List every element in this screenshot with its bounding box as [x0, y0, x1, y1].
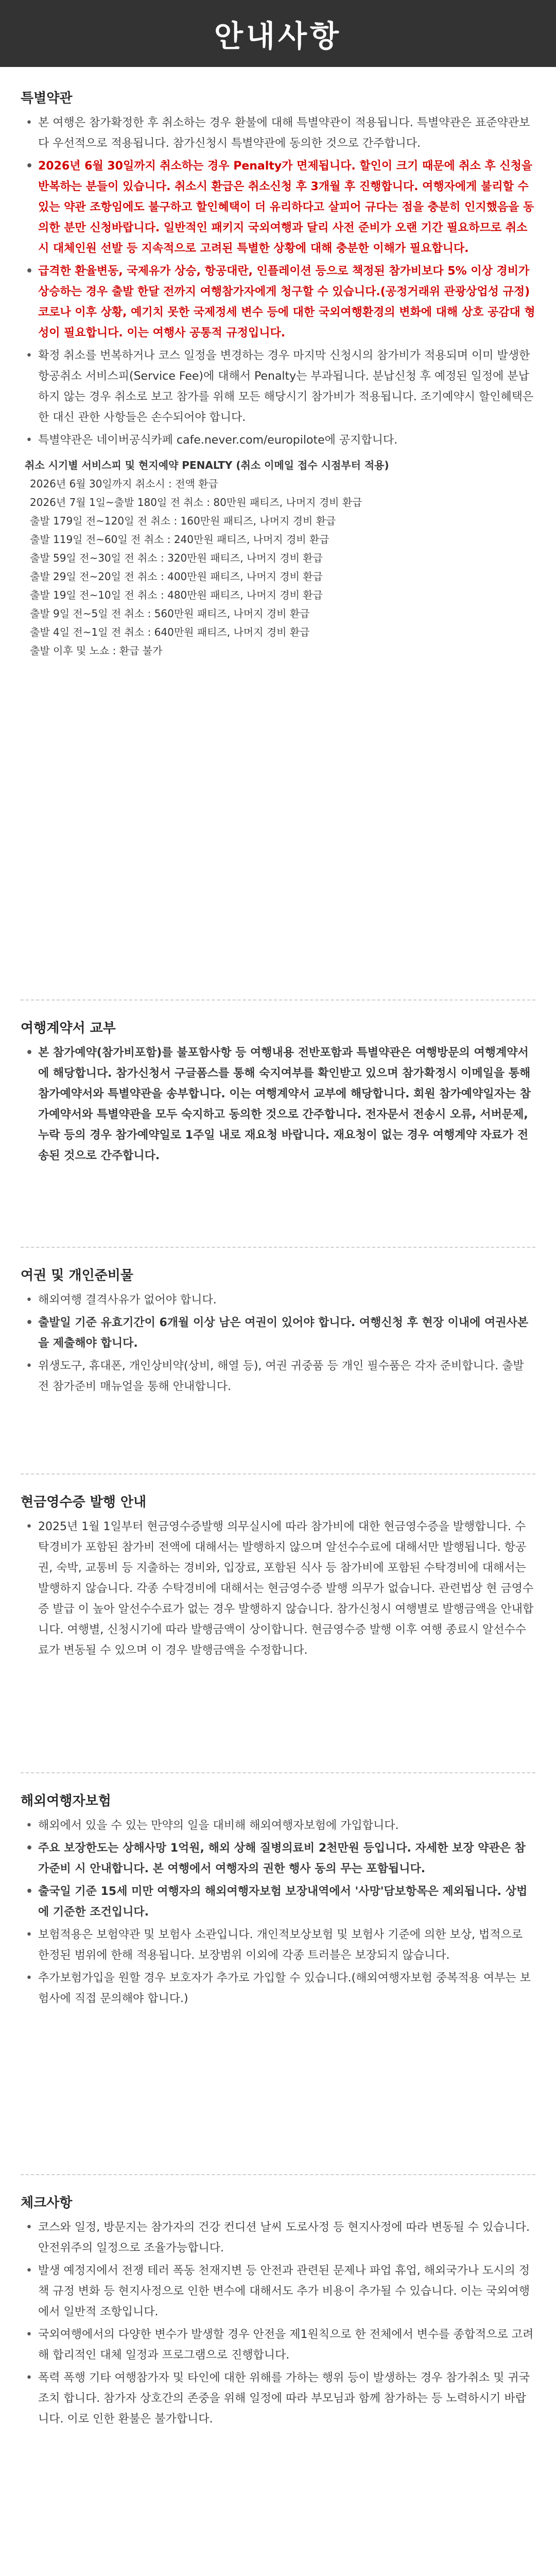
list-item: • 2025년 1월 1일부터 현금영수증발행 의무실시에 따라 참가비에 대한 현금영수증을 발행합니다. 수탁경비가 포함된 참가비 전액에 대해서는 발행하지 않으며 알선수수료에 대해서만 발행됩니다. 항공권, 숙박, 교통비 등 지출하는 경비와, 입장료, 포함된 식사 등 참가비에 포함된 수탁경비에 대해서는 발행하지 않습니다. 각종 수탁경비에 대해서는 현금영수증 발행 의무가 없습니다. 관련법상 현 금영수증 발급 이 높아 알선수수료가 없는 경우 발행하지 않습니다. 참가신청시 여행별로 발행금액을 안내합니다. 여행별, 신청시기에 따라 발행금액이 상이합니다. 현금영수증 발행 이후 여행 종료시 알선수수료가 변동될 수 있으며 이 경우 발행금액을 수정합니다.: [21, 1517, 535, 1661]
penalty-row: 출발 29일 전~20일 전 취소 : 400만원 패티즈, 나머지 경비 환급: [30, 570, 323, 583]
section-passport: [21, 1265, 535, 1399]
penalty-row: 출발 9일 전~5일 전 취소 : 560만원 패티즈, 나머지 경비 환급: [30, 607, 310, 620]
section-check: [21, 2192, 535, 2432]
penalty-row: 출발 179일 전~120일 전 취소 : 160만원 패티즈, 나머지 경비 환급: [30, 515, 336, 527]
penalty-row: 출발 4일 전~1일 전 취소 : 640만원 패티즈, 나머지 경비 환급: [30, 626, 310, 638]
penalty-table: [21, 456, 535, 660]
list-item: • 해외여행 결격사유가 없어야 합니다.: [21, 1290, 535, 1311]
divider: [21, 999, 535, 1001]
list-item: • 코스와 일정, 방문지는 참가자의 건강 컨디션 날씨 도로사정 등 현지사정에 따라 변동될 수 있습니다. 안전위주의 일정으로 조율가능합니다.: [21, 2217, 535, 2259]
penalty-row: 2026년 6월 30일까지 취소시 : 전액 환급: [30, 478, 218, 490]
list-item: • 국외여행에서의 다양한 변수가 발생할 경우 안전을 제1원칙으로 한 전체에서 변수를 종합적으로 고려해 합리적인 대체 일정과 프로그램으로 진행합니다.: [21, 2325, 535, 2366]
section-title: 체크사항: [21, 2195, 73, 2211]
penalty-row: 출발 59일 전~30일 전 취소 : 320만원 패티즈, 나머지 경비 환급: [30, 552, 323, 564]
penalty-table-title: 취소 시기별 서비스피 및 현지예약 PENALTY (취소 이메일 접수 시점부터 적용): [25, 459, 389, 471]
section-title: 특별약관: [21, 91, 73, 106]
special-terms-list: [21, 113, 535, 451]
penalty-row: 2026년 7월 1일~출발 180일 전 취소 : 80만원 패티즈, 나머지 경비 환급: [30, 496, 362, 509]
divider: [21, 2174, 535, 2175]
list-item: • 보험적용은 보험약관 및 보험사 소관입니다. 개인적보상보험 및 보험사 기준에 의한 보상, 법적으로 한정된 범위에 한해 적용됩니다. 보장범위 이외에 각종 트러블은 보장되지 않습니다.: [21, 1925, 535, 1966]
divider: [21, 1473, 535, 1475]
penalty-row: 출발 이후 및 노쇼 : 환급 불가: [30, 645, 163, 657]
list-item: • 2026년 6월 30일까지 취소하는 경우 Penalty가 면제됩니다. 할인이 크기 때문에 취소 후 신청을 반복하는 분들이 있습니다. 취소시 환급은 취소신청 후 3개월 후 진행합니다. 여행자에게 불리할 수 있는 약관 조항임에도 불구하고 할인혜택이 더 유리하다고 살피어 규다는 점을 충분히 인지했음을 동의한 분만 신청바랍니다. 일반적인 패키지 국외여행과 달리 사전 준비가 오랜 기간 필요하므로 취소시 대체인원 선발 등 지속적으로 고려된 특별한 상황에 대해 충분한 이해가 필요합니다.: [21, 156, 535, 259]
section-receipt: [21, 1492, 535, 1663]
list-item: • 해외에서 있을 수 있는 만약의 일을 대비해 해외여행자보험에 가입합니다.: [21, 1816, 535, 1836]
page-title: 안내사항: [214, 19, 342, 54]
section-title: 여권 및 개인준비물: [21, 1268, 134, 1283]
penalty-row: 출발 119일 전~60일 전 취소 : 240만원 패티즈, 나머지 경비 환급: [30, 533, 329, 546]
page-header: [0, 0, 556, 67]
list-item: • 본 참가예약(참가비포함)를 불포함사항 등 여행내용 전반포함과 특별약관은 여행방문의 여행계약서에 해당합니다. 참가신청서 구글폼스를 통해 숙지여부를 확인받고 있으며 참가확정시 이메일을 통해 참가예약서와 특별약관을 송부합니다. 이는 여행계약서 교부에 해당합니다. 회원 참가예약일자는 참가예약서와 특별약관을 모두 숙지하고 동의한 것으로 간주합니다. 전자문서 전송시 오류, 서버문제, 누락 등의 경우 참가예약일로 1주일 내로 재요청 바랍니다. 재요청이 없는 경우 여행계약 자료가 전송된 것으로 간주합니다.: [21, 1043, 535, 1166]
list-item: • 특별약관은 네이버공식카페 cafe.never.com/europilote에 공지합니다.: [21, 430, 535, 451]
section-contract: [21, 1018, 535, 1168]
list-item: • 급격한 환율변동, 국제유가 상승, 항공대란, 인플레이션 등으로 책정된 참가비보다 5% 이상 경비가 상승하는 경우 출발 한달 전까지 여행참가자에게 청구할 수 있습니다.(공정거래위 관광상업성 규정) 코로나 이후 상황, 예기치 못한 국제정세 변수 등에 대한 국외여행환경의 변화에 대해 상호 공감대 형성이 필요합니다. 이는 여행사 공통적 규정입니다.: [21, 261, 535, 344]
list-item: • 주요 보장한도는 상해사망 1억원, 해외 상해 질병의료비 2천만원 등입니다. 자세한 보장 약관은 참가준비 시 안내합니다. 본 여행에서 여행자의 권한 행사 동의 무는 포함됩니다.: [21, 1838, 535, 1879]
section-title: 여행계약서 교부: [21, 1021, 116, 1036]
list-item: • 폭력 폭행 기타 여행참가자 및 타인에 대한 위해를 가하는 행위 등이 발생하는 경우 참가취소 및 귀국조치 합니다. 참가자 상호간의 존중을 위해 일정에 따라 부모님과 함께 참가하는 등 노력하시기 바랍니다. 이로 인한 환불은 불가합니다.: [21, 2368, 535, 2430]
list-item: • 추가보험가입을 원할 경우 보호자가 추가로 가입할 수 있습니다.(해외여행자보험 중복적용 여부는 보험사에 직접 문의해야 합니다.): [21, 1968, 535, 2009]
section-insurance: [21, 1790, 535, 2011]
section-title: 해외여행자보험: [21, 1793, 111, 1809]
section-title: 현금영수증 발행 안내: [21, 1495, 147, 1510]
list-item: • 출국일 기준 15세 미만 여행자의 해외여행자보험 보장내역에서 '사망'담보항목은 제외됩니다. 상법에 기준한 조건입니다.: [21, 1882, 535, 1923]
list-item: • 본 여행은 참가확정한 후 취소하는 경우 환불에 대해 특별약관이 적용됩니다. 특별약관은 표준약관보다 우선적으로 적용됩니다. 참가신청시 특별약관에 동의한 것으로 간주합니다.: [21, 113, 535, 154]
section-special-terms: [21, 88, 535, 660]
penalty-row: 출발 19일 전~10일 전 취소 : 480만원 패티즈, 나머지 경비 환급: [30, 589, 323, 601]
list-item: • 확정 취소를 번복하거나 코스 일정을 변경하는 경우 마지막 신청시의 참가비가 적용되며 이미 발생한 항공취소 서비스피(Service Fee)에 대해서 Penalty는 부과됩니다. 분납신청 후 예정된 일정에 분납하지 않는 경우 취소로 보고 참가를 위해 모든 해당시기 참가비가 적용됩니다. 조기예약시 할인혜택은 한 대신 관한 사항들은 손수되어야 합니다.: [21, 346, 535, 428]
divider: [21, 1247, 535, 1248]
list-item: • 발생 예정지에서 전쟁 테러 폭동 천재지변 등 안전과 관련된 문제나 파업 휴업, 해외국가나 도시의 정책 규정 변화 등 현지사정으로 인한 변수에 대해서도 추가 비용이 추가될 수 있습니다. 이는 국외여행에서 일반적 조항입니다.: [21, 2261, 535, 2323]
divider: [21, 1772, 535, 1773]
list-item: • 위생도구, 휴대폰, 개인상비약(상비, 해열 등), 여권 귀중품 등 개인 필수품은 각자 준비합니다. 출발 전 참가준비 매뉴얼을 통해 안내합니다.: [21, 1356, 535, 1397]
list-item: • 출발일 기준 유효기간이 6개월 이상 남은 여권이 있어야 합니다. 여행신청 후 현장 이내에 여권사본을 제출해야 합니다.: [21, 1313, 535, 1354]
